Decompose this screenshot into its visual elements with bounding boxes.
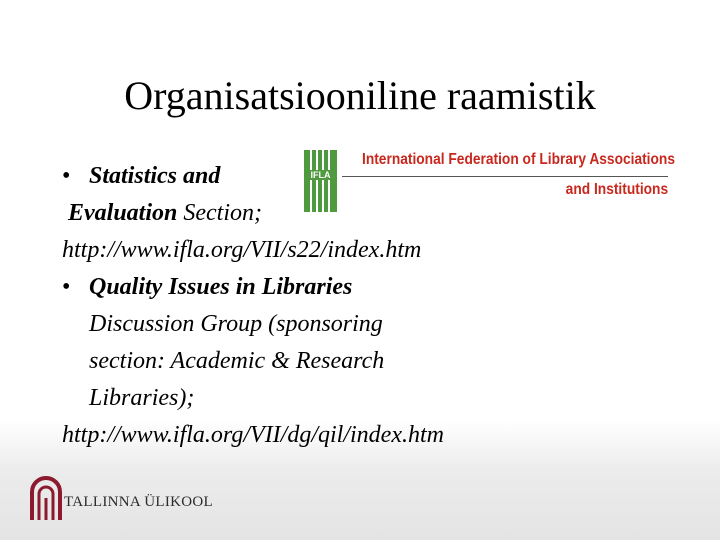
ifla-name-line2: and Institutions	[565, 181, 668, 198]
bullet-2-heading	[62, 269, 352, 306]
ifla-name-line1: International Federation of Library Associations	[362, 151, 675, 168]
university-name: TALLINNA ÜLIKOOL	[64, 494, 213, 510]
slide-title: Organisatsiooniline raamistik	[124, 73, 596, 118]
bullet-1-bold-part1: Statistics and	[89, 163, 221, 189]
ifla-logo	[304, 150, 675, 214]
bullet-2-desc-line-2: section: Academic & Research	[89, 348, 385, 374]
bullet-1-bold-part2: Evaluation	[68, 200, 178, 226]
bullet-1-url[interactable]: http://www.ifla.org/VII/s22/index.htm	[62, 237, 422, 263]
bullet-1-rest: Section;	[177, 200, 262, 226]
ifla-abbr: IFLA	[305, 170, 336, 180]
bullet-2-desc-line-3: Libraries);	[89, 385, 195, 411]
bullet-2-desc-line-1: Discussion Group (sponsoring	[89, 311, 383, 337]
bullet-symbol: •	[62, 163, 71, 189]
ifla-mark-icon	[304, 150, 337, 212]
bullet-1-section	[68, 195, 262, 232]
ifla-divider	[342, 176, 668, 177]
tallinn-university-logo-icon	[26, 476, 66, 522]
bullet-2-url[interactable]: http://www.ifla.org/VII/dg/qil/index.htm	[62, 422, 444, 448]
bullet-2-bold-part: Quality Issues in Libraries	[89, 274, 353, 300]
bullet-symbol: •	[62, 274, 71, 300]
bullet-1-heading	[62, 158, 220, 195]
